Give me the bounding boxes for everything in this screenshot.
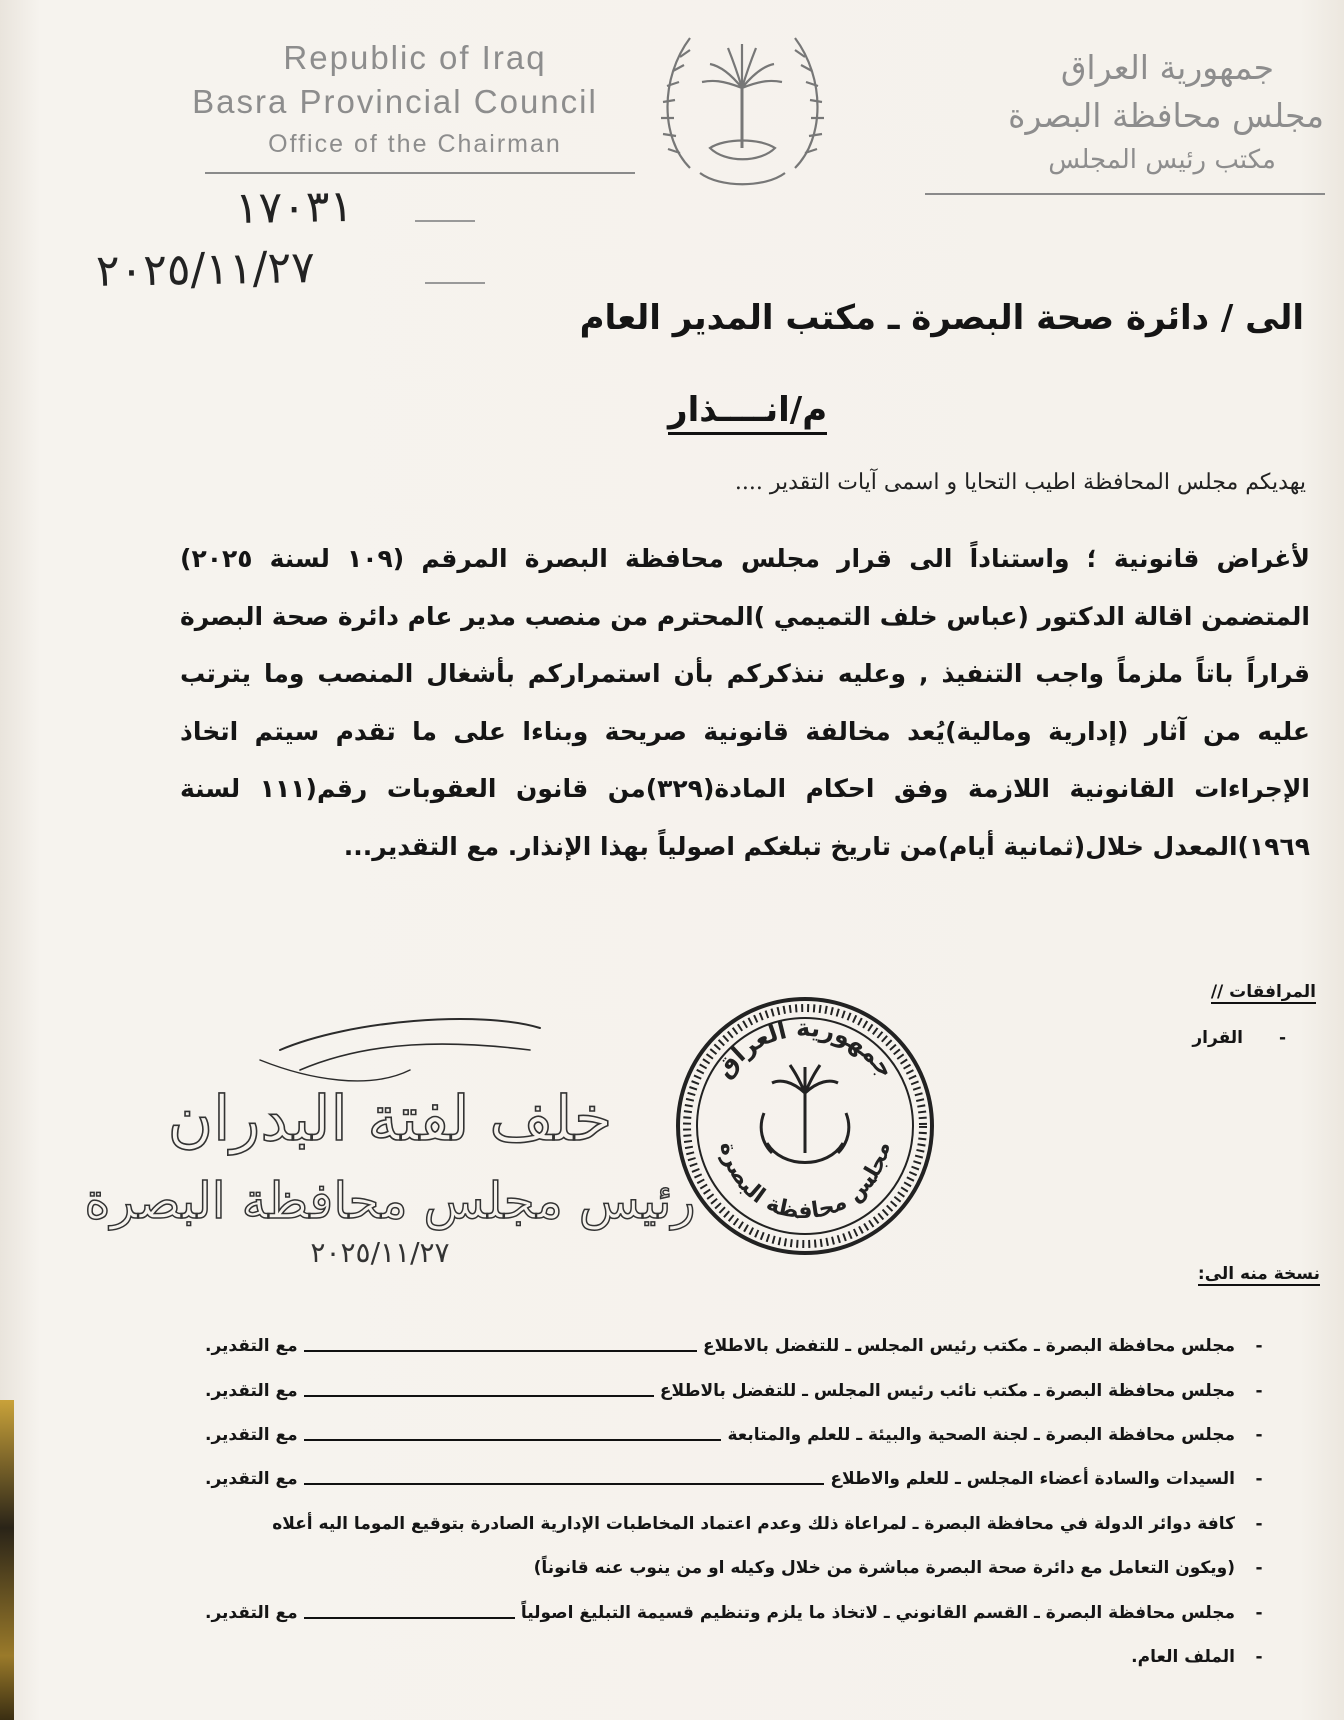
attachment-item-label: القرار [1192,1028,1244,1048]
cc-bullet: - [1255,1336,1263,1357]
letterhead-english-line-2: Basra Provincial Council [192,83,598,120]
page-edge-shadow [0,1400,14,1720]
seal-text-top: جمهورية العراق [709,1013,901,1084]
signature-title: رئيس مجلس محافظة البصرة [84,1172,696,1230]
letterhead-english-rule [205,172,635,174]
cc-title: نسخة منه الى: [1197,1264,1320,1284]
cc-item-text: مجلس محافظة البصرة ـ مكتب رئيس المجلس ـ للتفضل بالاطلاع [702,1336,1235,1357]
cc-item [205,1635,1283,1679]
cc-fill-line [304,1607,515,1619]
cc-list [205,1324,1283,1679]
cc-fill-line [304,1473,825,1485]
signature [84,1000,696,1270]
cc-fill-line [304,1385,654,1397]
cc-item-text: مجلس محافظة البصرة ـ لجنة الصحية والبيئة ـ للعلم والمتابعة [727,1424,1235,1445]
attachments-title: المرافقات // [1210,982,1316,1002]
letter-body: لأغراض قانونية ؛ واستناداً الى قرار مجلس محافظة البصرة المرقم (١٠٩ لسنة ٢٠٢٥) المتضمن اقالة الدكتور (عباس خلف التميمي )المحترم من منصب مدير عام دائرة صحة البصرة قراراً باتاً ملزماً واجب التنفيذ , وعليه ننذكركم بأن استمراركم بأشغال المنصب وما يترتب عليه من آثار (إدارية ومالية)يُعد مخالفة قانونية صريحة وبناءا على ما تقدم سيتم اتخاذ الإجراءات القانونية اللازمة وفق احكام المادة(٣٢٩)من قانون العقوبات رقم(١١١ لسنة ١٩٦٩)المعدل خلال(ثمانية أيام)من تاريخ تبلغكم اصولياً بهذا الإنذار. مع التقدير... [180,544,1310,861]
subject-title: م/انــــذار [668,390,827,435]
cc-item-text: (ويكون التعامل مع دائرة صحة البصرة مباشرة من خلال وكيله او من ينوب عنه قانوناً) [533,1558,1235,1579]
cc-item-end: مع التقدير. [205,1602,298,1623]
attachment-item [1192,1028,1286,1048]
cc-item-text: السيدات والسادة أعضاء المجلس ـ للعلم والاطلاع [830,1469,1235,1490]
greeting: يهديكم مجلس المحافظة اطيب التحايا و اسمى آيات التقدير .... [734,470,1306,495]
cc-item-end: مع التقدير. [205,1380,298,1401]
cc-item [205,1546,1283,1590]
letterhead-english-line-3: Office of the Chairman [268,130,562,158]
cc-item-text: مجلس محافظة البصرة ـ مكتب نائب رئيس المجلس ـ للتفضل بالاطلاع [659,1380,1235,1401]
letterhead-arabic-line-2: مجلس محافظة البصرة [1008,96,1324,135]
letterhead-english-line-1: Republic of Iraq [283,39,547,76]
letterhead-arabic-rule [925,193,1325,195]
cc-bullet: - [1255,1646,1263,1667]
cc-item [205,1590,1283,1634]
cc-item [205,1502,1283,1546]
seal-palm-icon [761,1065,849,1163]
signature-date: ٢٠٢٥/١١/٢٧ [310,1236,450,1269]
seal-text-bottom: مجلس محافظة البصرة [714,1139,896,1225]
attachment-bullet: - [1278,1028,1286,1048]
palm-emblem-icon [650,18,835,203]
cc-item-text: الملف العام. [1131,1646,1235,1667]
cc-item [205,1413,1283,1457]
letterhead-arabic-line-1: جمهورية العراق [1060,48,1274,87]
cc-item [205,1324,1283,1368]
letterhead-arabic-line-3: مكتب رئيس المجلس [1048,145,1276,175]
cc-item [205,1368,1283,1412]
signature-name: خلف لفتة البدران [167,1082,613,1155]
reference-date-line [425,282,485,284]
cc-item-end: مع التقدير. [205,1424,298,1445]
cc-bullet: - [1255,1380,1263,1401]
cc-item-end: مع التقدير. [205,1336,298,1357]
cc-fill-line [304,1340,697,1352]
cc-fill-line [304,1429,722,1441]
reference-number-line [415,220,475,222]
cc-bullet: - [1255,1602,1263,1623]
reference-date: ٢٠٢٥/١١/٢٧ [95,242,316,297]
addressee: الى / دائرة صحة البصرة ـ مكتب المدير العام [579,298,1304,338]
letterhead-english [190,36,640,164]
letterhead-arabic [904,44,1324,180]
cc-bullet: - [1255,1558,1263,1579]
cc-item-text: مجلس محافظة البصرة ـ القسم القانوني ـ لاتخاذ ما يلزم وتنظيم قسيمة التبليغ اصولياً [520,1602,1235,1623]
cc-bullet: - [1255,1513,1263,1534]
cc-bullet: - [1255,1469,1263,1490]
cc-item-text: كافة دوائر الدولة في محافظة البصرة ـ لمراعاة ذلك وعدم اعتماد المخاطبات الإدارية الصادرة بتوقيع الموما اليه أعلاه [272,1513,1235,1534]
cc-bullet: - [1255,1424,1263,1445]
cc-item [205,1457,1283,1501]
cc-item-end: مع التقدير. [205,1469,298,1490]
official-seal [672,993,938,1259]
reference-number: ١٧٠٣١ [234,180,354,235]
